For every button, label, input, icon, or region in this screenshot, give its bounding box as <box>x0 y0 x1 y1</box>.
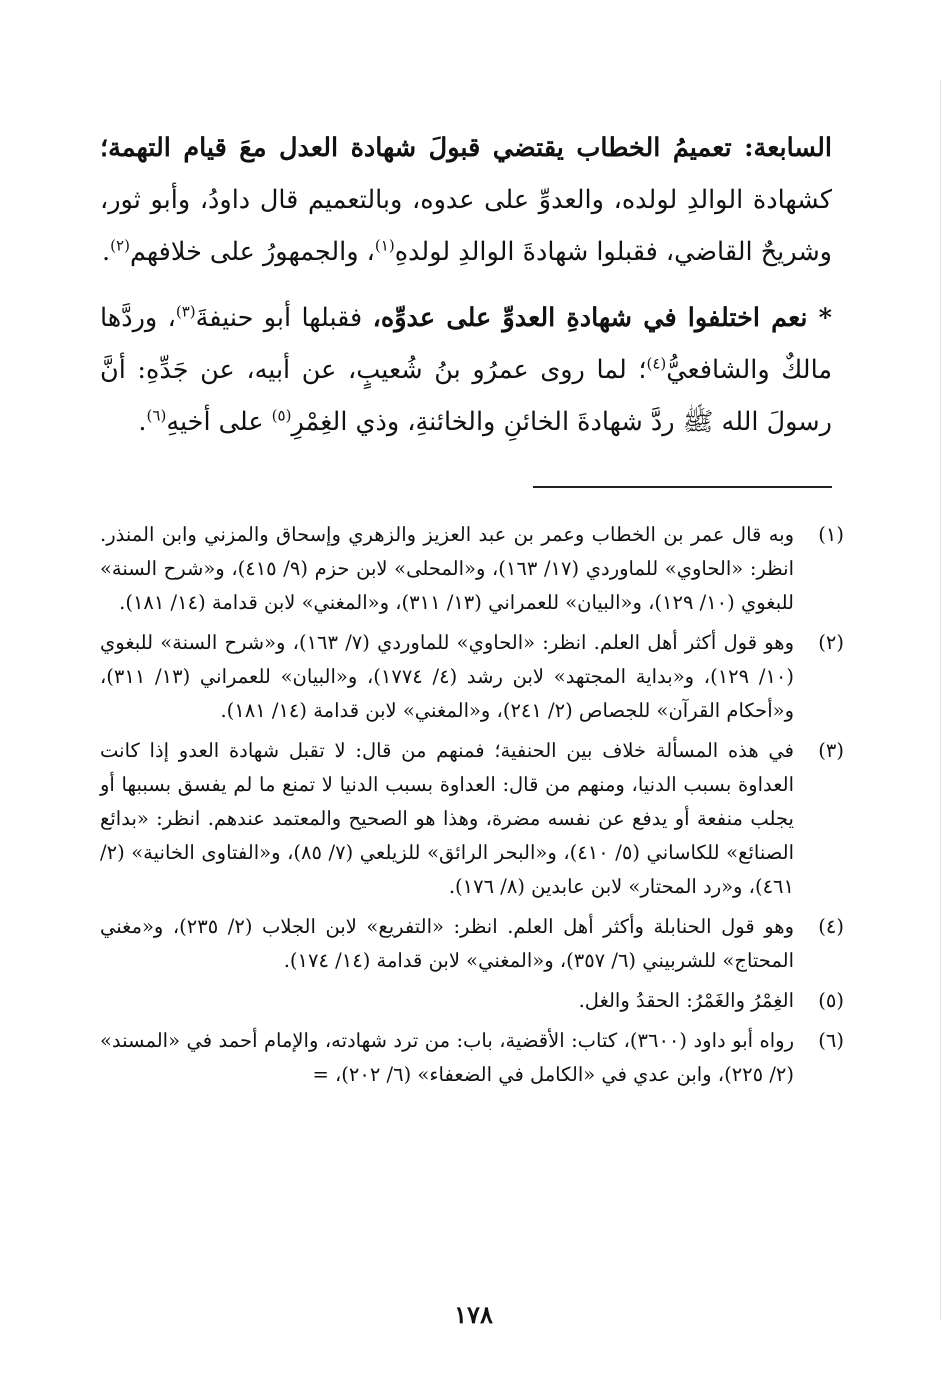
footnote-text: رواه أبو داود (٣٦٠٠)، كتاب: الأقضية، باب: من ترد شهادته، والإمام أحمد في «المسند» (٢/ ٢٢٥)، وابن عدي في «الكامل في الضعفاء» (٦/ ٢٠٢)، = <box>100 1029 794 1086</box>
footnote-number: (٢) <box>818 631 844 654</box>
footnote-text: في هذه المسألة خلاف بين الحنفية؛ فمنهم من قال: لا تقبل شهادة العدو إذا كانت العداوة بسبب الدنيا، ومنهم من قال: العداوة بسبب الدنيا لا تمنع ما لم يفسق بسببها أو يجلب منفعة أو يدفع عن نفسه مضرة، وهذا هو الصحيح والمعتمد عندهم. انظر: «بدائع الصنائع» للكاساني (٥/ ٤١٠)، و«البحر الرائق» للزيلعي (٧/ ٨٥)، و«الفتاوى الخانية» (٢/ ٤٦١)، و«رد المحتار» لابن عابدين (٨/ ١٧٦). <box>100 739 794 898</box>
footnote-number: (٤) <box>818 915 844 938</box>
footnote-ref-2[interactable]: (٢) <box>110 236 130 255</box>
main-text <box>100 122 832 462</box>
footnote-text: الغِمْرُ والغَمْرُ: الحقدُ والغل. <box>578 989 794 1012</box>
footnote-text: وهو قول أكثر أهل العلم. انظر: «الحاوي» للماوردي (٧/ ١٦٣)، و«شرح السنة» للبغوي (١٠/ ١٢٩)، و«بداية المجتهد» لابن رشد (٤/ ١٧٧٤)، و«البيان» للعمراني (١٣/ ٣١١)، و«أحكام القرآن» للجصاص (٢/ ٢٤١)، و«المغني» لابن قدامة (١٤/ ١٨١). <box>100 631 794 722</box>
footnote-number: (٥) <box>818 989 844 1012</box>
footnote-text: وهو قول الحنابلة وأكثر أهل العلم. انظر: «التفريع» لابن الجلاب (٢/ ٢٣٥)، و«مغني المحتاج» للشربيني (٦/ ٣٥٧)، و«المغني» لابن قدامة (١٤/ ١٧٤). <box>100 915 795 972</box>
footnote-ref-4[interactable]: (٤) <box>646 354 667 373</box>
paragraph-end: . <box>138 407 147 437</box>
footnote-item <box>100 1024 844 1092</box>
scan-edge-line <box>940 80 941 1320</box>
footnote-number: (٣) <box>818 739 844 762</box>
footnote-ref-6[interactable]: (٦) <box>146 406 167 425</box>
footnote-ref-1[interactable]: (١) <box>374 236 395 255</box>
footnote-item <box>100 734 844 904</box>
paragraph-text: ؛ لما روى عمرُو بنُ شُعيبٍ، عن أبيه، عن جَدِّهِ: أنَّ رسولَ الله ﷺ ردَّ شهادةَ الخائنِ والخائنةِ، وذي الغِمْرِ <box>100 355 832 437</box>
footnote-ref-3[interactable]: (٣) <box>175 302 196 321</box>
footnote-item <box>100 518 844 620</box>
footnote-text: وبه قال عمر بن الخطاب وعمر بن عبد العزيز والزهري وإسحاق والمزني وابن المنذر. انظر: «الحاوي» للماوردي (١٧/ ١٦٣)، و«المحلى» لابن حزم (٩/ ٤١٥)، و«شرح السنة» للبغوي (١٠/ ١٢٩)، و«البيان» للعمراني (١٣/ ٣١١)، و«المغني» لابن قدامة (١٤/ ١٨١). <box>100 523 795 614</box>
footnote-item <box>100 910 844 978</box>
footnote-item <box>100 984 844 1018</box>
page-number: ١٧٨ <box>454 1300 493 1329</box>
paragraph-heading: * نعم اختلفوا في شهادةِ العدوِّ على عدوِّه، <box>372 303 832 333</box>
footnote-number: (٦) <box>818 1029 844 1052</box>
paragraph-text: فقبلها أبو حنيفةَ <box>195 303 373 333</box>
paragraph-text: على أخيهِ <box>166 407 272 437</box>
footnote-divider <box>533 486 832 488</box>
paragraph-text: ، وردَّها مالكٌ والشافعيُّ <box>100 303 832 385</box>
paragraph-text: كشهادة الوالدِ لولده، والعدوِّ على عدوه، وبالتعميم قال داودُ، وأبو ثور، وشريحٌ القاضي، فقبلوا شهادةَ الوالدِ لولدهِ <box>100 185 832 267</box>
paragraph-heading: السابعة: تعميمُ الخطاب يقتضي قبولَ شهادة العدل معَ قيام التهمة؛ <box>100 133 832 163</box>
paragraph-seventh-point <box>100 122 832 278</box>
footnote-ref-5[interactable]: (٥) <box>271 406 292 425</box>
footnote-number: (١) <box>818 523 844 546</box>
paragraph-enemy-testimony <box>100 292 832 448</box>
paragraph-text: ، والجمهورُ على خلافهم <box>129 237 375 267</box>
paragraph-end: . <box>102 237 111 267</box>
footnote-item <box>100 626 844 728</box>
footnotes <box>100 518 844 1098</box>
